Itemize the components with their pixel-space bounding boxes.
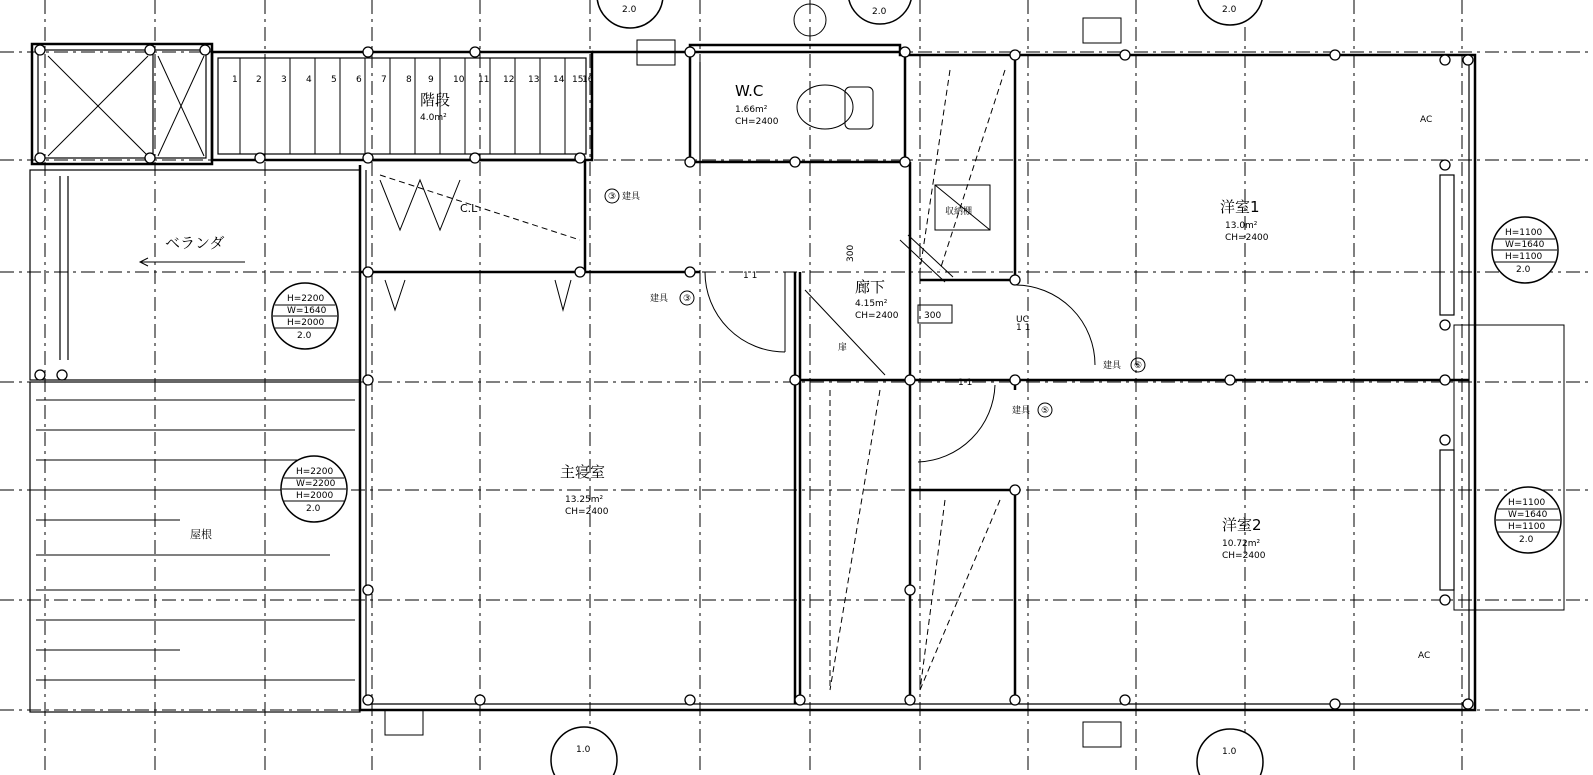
- svg-text:1.0: 1.0: [1222, 747, 1237, 757]
- svg-text:1.0: 1.0: [576, 745, 591, 755]
- stair-number: 1: [232, 75, 238, 85]
- stair-number: 8: [406, 75, 412, 85]
- door-text: 建具: [1103, 361, 1122, 371]
- door-mark: ⑥: [1134, 361, 1143, 371]
- svg-text:H=2200: H=2200: [296, 467, 334, 477]
- door-swings: [705, 272, 1095, 462]
- master-label: 主寝室: [560, 463, 606, 481]
- svg-text:2.0: 2.0: [872, 7, 887, 17]
- window-tag: [1197, 0, 1263, 25]
- window-tag: [1197, 729, 1263, 775]
- svg-text:H=1100: H=1100: [1508, 498, 1546, 508]
- door-text: 建具: [622, 192, 641, 202]
- svg-text:H=1100: H=1100: [1505, 252, 1543, 262]
- stair-number: 15: [572, 75, 584, 85]
- hall-label: 廊下: [855, 278, 886, 296]
- hall-area: 4.15m²: [855, 299, 888, 309]
- tobira-label: 扉: [838, 343, 848, 353]
- small-dimension: 1 1: [958, 378, 973, 388]
- svg-text:2.0: 2.0: [1519, 535, 1534, 545]
- stair-area: 4.0m²: [420, 113, 447, 123]
- stair-number: 16: [582, 75, 594, 85]
- svg-text:2.0: 2.0: [306, 504, 321, 514]
- svg-text:H=2200: H=2200: [287, 294, 325, 304]
- stair-number: 7: [381, 75, 387, 85]
- small-dimension: 1 1: [1016, 323, 1031, 333]
- stair-number: 11: [478, 75, 490, 85]
- svg-text:W=1640: W=1640: [287, 306, 327, 316]
- room1-ceiling: CH=2400: [1225, 233, 1269, 243]
- room2-area: 10.72m²: [1222, 539, 1261, 549]
- toilet-icon: [797, 85, 873, 129]
- room1-area: 13.0m²: [1225, 221, 1258, 231]
- stair-number: 6: [356, 75, 362, 85]
- hall-dimension: 300: [924, 311, 942, 321]
- stair-number: 3: [281, 75, 287, 85]
- stair-treads: [240, 58, 565, 154]
- stair-number: 14: [553, 75, 565, 85]
- room1-label: 洋室1: [1220, 198, 1260, 216]
- svg-text:H=2000: H=2000: [287, 318, 325, 328]
- veranda-label: ベランダ: [165, 234, 225, 252]
- ac-tag: AC: [1418, 651, 1431, 661]
- stair-number: 13: [528, 75, 540, 85]
- hall-ceiling: CH=2400: [855, 311, 899, 321]
- door-text: 建具: [1012, 406, 1031, 416]
- window-tag: [281, 456, 347, 522]
- door-mark: ③: [683, 294, 692, 304]
- svg-text:W=1640: W=1640: [1508, 510, 1548, 520]
- wc-ceiling: CH=2400: [735, 117, 779, 127]
- svg-text:W=1640: W=1640: [1505, 240, 1545, 250]
- room2-label: 洋室2: [1222, 516, 1262, 534]
- master-area: 13.25m²: [565, 495, 604, 505]
- closet-label: C.L: [460, 202, 478, 215]
- window-tag: [848, 0, 912, 24]
- svg-text:H=1100: H=1100: [1508, 522, 1546, 532]
- stair-number: 12: [503, 75, 515, 85]
- uc-tag: UC: [1016, 315, 1029, 325]
- window-tag: [1495, 487, 1561, 553]
- small-dimension: 1 1: [743, 271, 758, 281]
- hall-dimension: 300: [846, 244, 856, 262]
- stair-label: 階段: [420, 91, 451, 109]
- stair-numbers: [232, 75, 594, 85]
- door-mark: ③: [608, 192, 617, 202]
- master-ceiling: CH=2400: [565, 507, 609, 517]
- stair-number: 4: [306, 75, 312, 85]
- svg-text:H=1100: H=1100: [1505, 228, 1543, 238]
- svg-text:2.0: 2.0: [297, 331, 312, 341]
- stair-number: 10: [453, 75, 465, 85]
- storage-label: 収納棚: [945, 207, 973, 217]
- door-mark: ⑤: [1041, 406, 1050, 416]
- window-tag: [272, 283, 338, 349]
- stair-number: 2: [256, 75, 262, 85]
- tags: [605, 115, 1432, 661]
- columns: [35, 45, 1473, 709]
- window-tag: [551, 727, 617, 775]
- roof-label: 屋根: [190, 528, 212, 541]
- svg-text:2.0: 2.0: [1516, 265, 1531, 275]
- stair-number: 9: [428, 75, 434, 85]
- wc-area: 1.66m²: [735, 105, 768, 115]
- ac-tag: AC: [1420, 115, 1433, 125]
- window-tag: [1492, 217, 1558, 283]
- window-tag: [597, 0, 663, 28]
- svg-text:H=2000: H=2000: [296, 491, 334, 501]
- wc-label: W.C: [735, 82, 764, 100]
- svg-text:2.0: 2.0: [1222, 5, 1237, 15]
- room2-ceiling: CH=2400: [1222, 551, 1266, 561]
- door-text: 建具: [650, 294, 669, 304]
- svg-text:W=2200: W=2200: [296, 479, 336, 489]
- stair-number: 5: [331, 75, 337, 85]
- svg-text:2.0: 2.0: [622, 5, 637, 15]
